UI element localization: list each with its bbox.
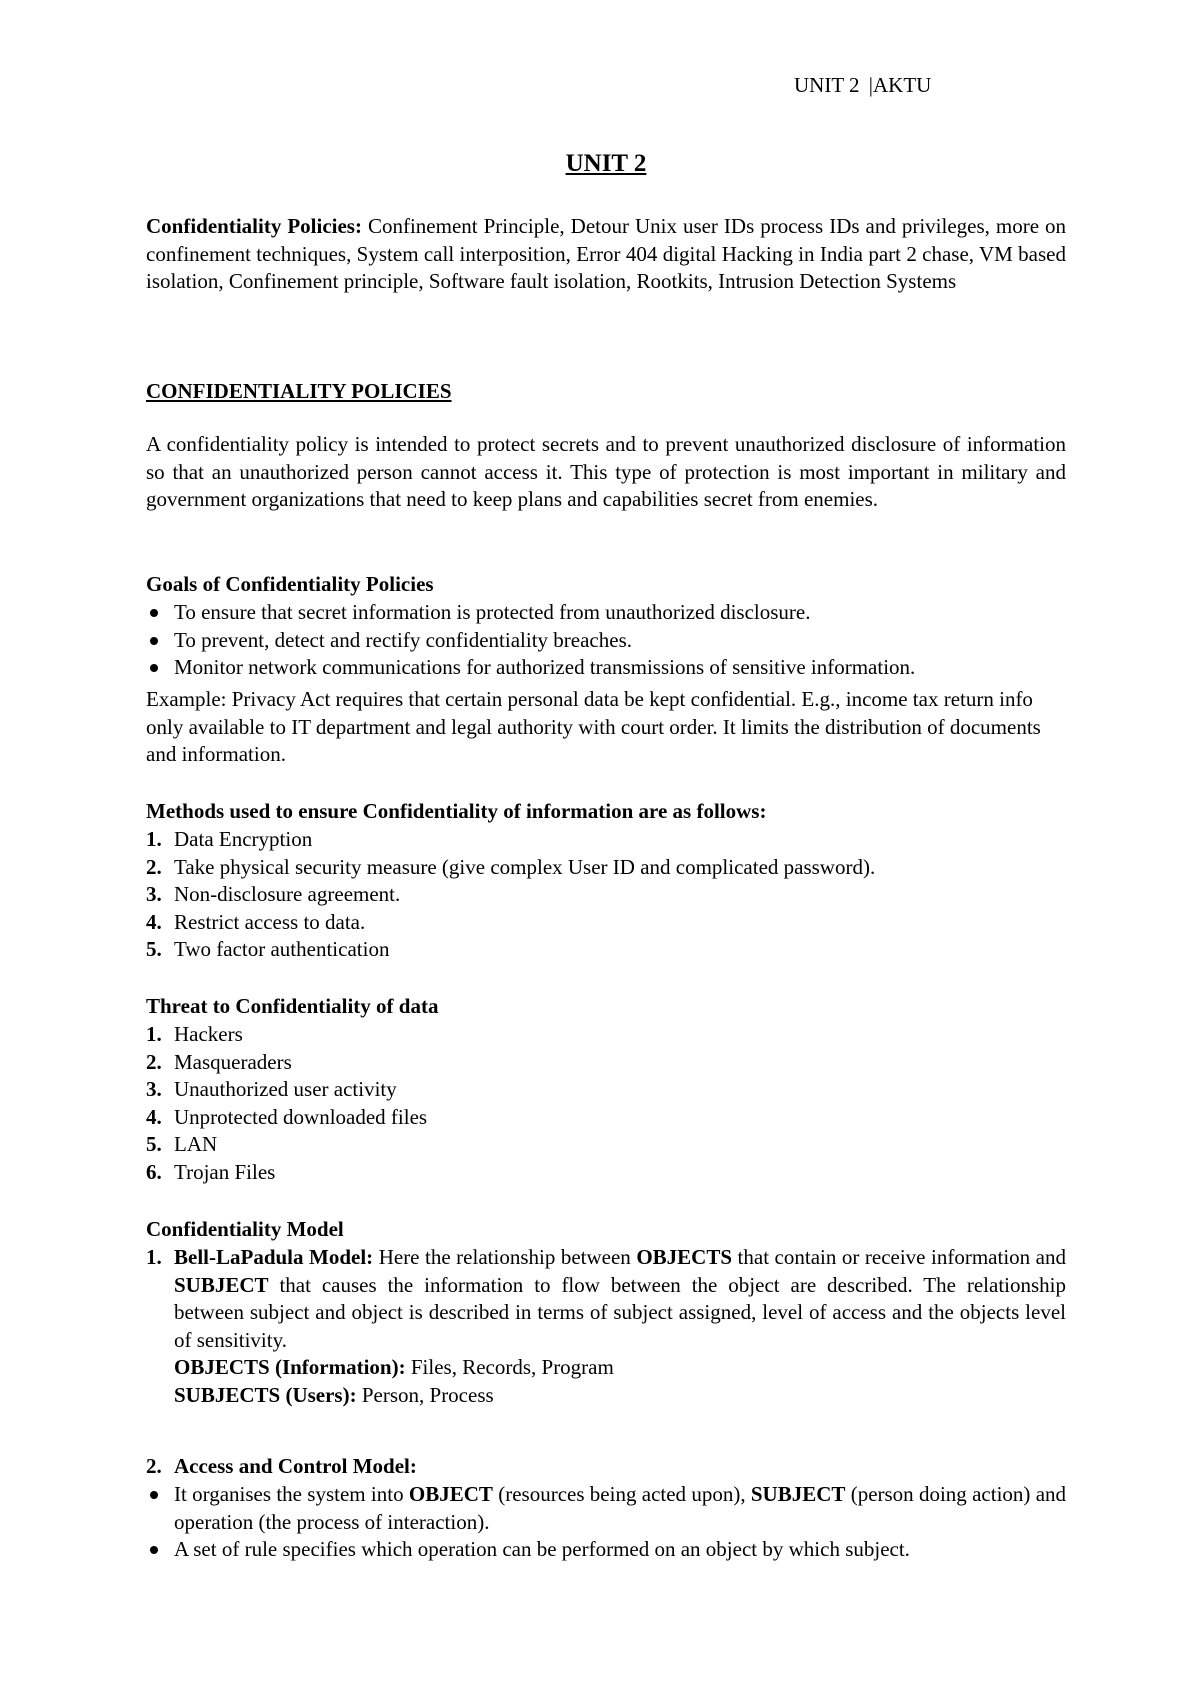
list-item bbox=[146, 1104, 1066, 1132]
list-item bbox=[146, 1021, 1066, 1049]
goals-list bbox=[146, 599, 1066, 682]
list-item bbox=[146, 854, 1066, 882]
list-number: 1. bbox=[146, 1245, 162, 1269]
blp-text-1: Here the relationship between bbox=[378, 1245, 631, 1269]
list-number: 4. bbox=[146, 1104, 162, 1129]
syllabus-paragraph bbox=[146, 213, 1066, 296]
list-number: 3. bbox=[146, 1077, 162, 1101]
blp-objects-line bbox=[174, 1354, 1066, 1382]
threats-heading: Threat to Confidentiality of data bbox=[146, 994, 439, 1018]
list-item bbox=[146, 1481, 1066, 1536]
running-header bbox=[794, 72, 931, 100]
acm-bullet-1-text-2: (resources being acted upon), bbox=[498, 1482, 746, 1506]
list-number: 5. bbox=[146, 1132, 162, 1156]
threats-item-text: Trojan Files bbox=[174, 1159, 276, 1184]
acm-label: Access and Control Model: bbox=[174, 1454, 417, 1478]
list-number: 3. bbox=[146, 882, 162, 906]
list-number: 1. bbox=[146, 1022, 162, 1046]
list-number: 2. bbox=[146, 1454, 162, 1478]
acm-bullet-2-text: A set of rule specifies which operation can be performed on an object by which subject. bbox=[174, 1537, 910, 1561]
blp-subjects-value: Person, Process bbox=[361, 1382, 494, 1407]
intro-paragraph: A confidentiality policy is intended to protect secrets and to prevent unauthorized disclosure of information so that an unauthorized person cannot access it. This type of protection is most important in military and government organizations that need to keep plans and capabilities secret from enemies. bbox=[146, 432, 1066, 511]
list-number: 1. bbox=[146, 827, 162, 851]
list-item bbox=[146, 654, 1066, 682]
syllabus-text: Confinement Principle, Detour Unix user IDs process IDs and privileges, more on confinement techniques, System call interposition, Error 404 digital Hacking in India part 2 chase, VM based isolation, Confinement principle, Software fault isolation, Rootkits, Intrusion Detection Systems bbox=[146, 214, 1067, 293]
acm-subject-term: SUBJECT bbox=[750, 1482, 846, 1506]
list-item bbox=[146, 936, 1066, 964]
list-item bbox=[146, 881, 1066, 909]
threats-item-text: Unprotected downloaded files bbox=[174, 1104, 428, 1129]
list-number: 4. bbox=[146, 909, 162, 934]
model-list-acm bbox=[146, 1453, 1066, 1481]
acm-object-term: OBJECT bbox=[408, 1482, 493, 1506]
goals-heading: Goals of Confidentiality Policies bbox=[146, 572, 434, 596]
list-item bbox=[146, 1453, 1066, 1481]
acm-bullets bbox=[146, 1481, 1066, 1564]
methods-item-text: Non-disclosure agreement. bbox=[174, 882, 401, 906]
list-number: 5. bbox=[146, 937, 162, 961]
list-item bbox=[146, 1159, 1066, 1187]
list-number: 2. bbox=[146, 854, 162, 879]
methods-heading: Methods used to ensure Confidentiality of information are as follows: bbox=[146, 799, 767, 823]
blp-text-3: that causes the information to flow between the object are described. The relationship between subject and object is described in terms of subject assigned, level of access and the objects level of sensitivity. bbox=[174, 1272, 1067, 1352]
acm-bullet-1-text-1: It organises the system into bbox=[174, 1482, 404, 1506]
list-item bbox=[146, 1536, 1066, 1564]
list-number: 2. bbox=[146, 1049, 162, 1074]
model-heading: Confidentiality Model bbox=[146, 1217, 344, 1241]
methods-list bbox=[146, 826, 1066, 964]
goals-example: Example: Privacy Act requires that certain personal data be kept confidential. E.g., income tax return info only available to IT department and legal authority with court order. It limits the distribution of documents and information. bbox=[146, 687, 1041, 766]
acm-bullet-1-text-3: (person doing action) and operation (the process of interaction). bbox=[174, 1482, 1067, 1534]
blp-text-2: that contain or receive information and bbox=[737, 1245, 1066, 1269]
running-header-unit: UNIT 2 bbox=[794, 73, 860, 97]
list-item bbox=[146, 1076, 1066, 1104]
goals-item-text: To prevent, detect and rectify confidentiality breaches. bbox=[174, 627, 632, 652]
list-item bbox=[146, 627, 1066, 655]
threats-item-text: Hackers bbox=[174, 1022, 243, 1046]
methods-item-text: Take physical security measure (give complex User ID and complicated password). bbox=[174, 854, 876, 879]
section-heading-confidentiality-policies: CONFIDENTIALITY POLICIES bbox=[146, 379, 452, 403]
threats-list bbox=[146, 1021, 1066, 1186]
page-title: UNIT 2 bbox=[565, 150, 647, 177]
running-header-org: AKTU bbox=[873, 73, 932, 97]
running-header-separator: | bbox=[868, 73, 873, 97]
goals-item-text: To ensure that secret information is protected from unauthorized disclosure. bbox=[174, 600, 811, 624]
threats-item-text: LAN bbox=[174, 1132, 218, 1156]
blp-objects-term: OBJECTS bbox=[636, 1245, 733, 1269]
syllabus-label: Confidentiality Policies: bbox=[146, 214, 362, 238]
threats-item-text: Unauthorized user activity bbox=[174, 1077, 397, 1101]
blp-label: Bell-LaPadula Model: bbox=[174, 1245, 374, 1269]
list-item bbox=[146, 1244, 1066, 1409]
list-number: 6. bbox=[146, 1159, 162, 1184]
threats-item-text: Masqueraders bbox=[174, 1049, 292, 1074]
methods-item-text: Data Encryption bbox=[174, 827, 313, 851]
list-item bbox=[146, 1131, 1066, 1159]
list-item bbox=[146, 826, 1066, 854]
list-item bbox=[146, 909, 1066, 937]
blp-subjects-label: SUBJECTS (Users): bbox=[174, 1382, 357, 1407]
blp-subject-term: SUBJECT bbox=[174, 1272, 269, 1297]
goals-item-text: Monitor network communications for authorized transmissions of sensitive information. bbox=[174, 655, 916, 679]
list-item bbox=[146, 599, 1066, 627]
blp-objects-label: OBJECTS (Information): bbox=[174, 1355, 406, 1379]
blp-subjects-line bbox=[174, 1382, 1066, 1410]
list-item bbox=[146, 1049, 1066, 1077]
blp-objects-value: Files, Records, Program bbox=[410, 1355, 614, 1379]
methods-item-text: Two factor authentication bbox=[174, 937, 390, 961]
model-list-blp bbox=[146, 1244, 1066, 1409]
methods-item-text: Restrict access to data. bbox=[174, 909, 366, 934]
